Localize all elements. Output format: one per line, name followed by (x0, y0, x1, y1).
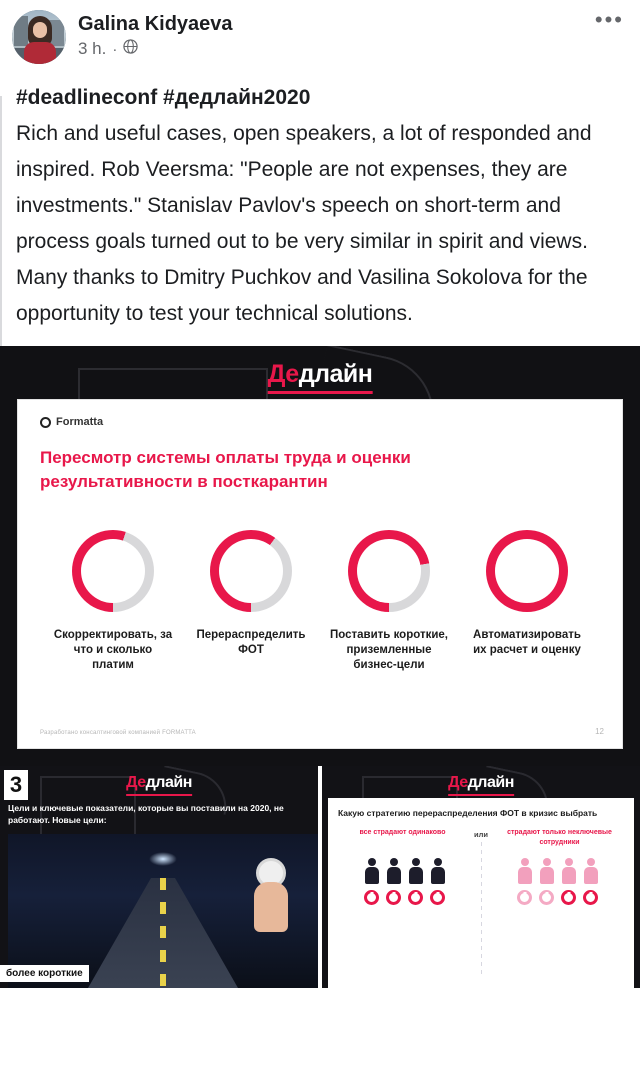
coin-group-right (481, 890, 634, 905)
logo-text-red: Де (448, 774, 468, 791)
logo-text-white: длайн (467, 774, 514, 791)
donut-chart (348, 530, 430, 612)
donut-label: Скорректировать, за что и сколько платим (53, 629, 173, 671)
slide-page-number: 12 (595, 727, 604, 736)
thumb-left-number: 3 (4, 770, 28, 800)
thumb-left-badge: более короткие (0, 965, 89, 982)
people-group-left (328, 858, 481, 884)
post-header (0, 0, 640, 68)
person-icon (517, 858, 532, 884)
deadline-logo (268, 360, 373, 394)
coin-icon (561, 890, 576, 905)
person-icon (430, 858, 445, 884)
formatta-mark-icon (40, 417, 51, 428)
post-meta (78, 39, 233, 59)
post-timestamp[interactable]: 3 h. (78, 39, 107, 58)
slide-title: Пересмотр системы оплаты труда и оценки результативности в посткарантин (40, 448, 411, 491)
donut-item (328, 530, 450, 673)
donut-chart (72, 530, 154, 612)
coin-icon (408, 890, 423, 905)
thumb-right-panel (328, 798, 634, 988)
coin-icon (539, 890, 554, 905)
person-icon (583, 858, 598, 884)
donut-item (52, 530, 174, 673)
donut-item (466, 530, 588, 673)
person-icon (364, 858, 379, 884)
logo-underline (268, 391, 373, 394)
slide-thumbnail-row (0, 766, 640, 988)
coin-group-left (328, 890, 481, 905)
vertical-divider (481, 842, 482, 978)
donut-label: Автоматизировать их расчет и оценку (473, 629, 581, 656)
coin-icon (430, 890, 445, 905)
logo-underline (448, 794, 514, 796)
more-options-button[interactable]: ••• (594, 7, 624, 32)
thumb-right-column-right (495, 828, 624, 848)
donut-chart (486, 530, 568, 612)
author-name[interactable]: Galina Kidyaeva (78, 13, 233, 35)
post-header-text (78, 10, 233, 59)
post-paragraph: Rich and useful cases, open speakers, a lot of responded and inspired. Rob Veersma: "People are not expenses, they are investments." Stanislav Pavlov's speech on short-term and process goals turned out to be very similar in spirit and views. Many thanks to Dmitry Puchkov and Vasilina Sokolova for the opportunity to test your technical solutions. (16, 122, 592, 325)
column-heading-left: все страдают одинаково (359, 829, 446, 836)
coin-icon (517, 890, 532, 905)
post-text (0, 68, 640, 346)
donut-label: Перераспределить ФОТ (196, 629, 306, 656)
people-group-right (481, 858, 634, 884)
column-heading-right: страдают только неключевые сотрудники (507, 829, 612, 846)
logo-text-white: длайн (298, 360, 373, 388)
donut-label: Поставить короткие, приземленные бизнес-цели (329, 629, 449, 671)
logo-underline (126, 794, 192, 796)
coin-icon (583, 890, 598, 905)
hand-watch-icon (246, 858, 312, 932)
deadline-logo (126, 774, 192, 796)
formatta-logo (40, 416, 622, 428)
person-icon (408, 858, 423, 884)
person-icon (561, 858, 576, 884)
column-divider-label: или (474, 830, 488, 839)
slide-image-left[interactable] (0, 766, 318, 988)
coin-icon (364, 890, 379, 905)
globe-icon[interactable] (123, 39, 138, 59)
logo-text-white: длайн (145, 774, 192, 791)
avatar[interactable] (12, 10, 66, 64)
slide-image-right[interactable] (322, 766, 640, 988)
slide-image-main[interactable] (0, 346, 640, 766)
coin-icon (386, 890, 401, 905)
donut-chart-group (52, 530, 588, 673)
post-hashtags[interactable]: #deadlineconf #дедлайн2020 (16, 86, 311, 109)
logo-text-red: Де (267, 360, 299, 388)
person-icon (539, 858, 554, 884)
person-icon (386, 858, 401, 884)
slide-content-card (18, 400, 622, 748)
thumb-right-title: Какую стратегию перераспределения ФОТ в кризис выбрать (338, 808, 598, 818)
thumb-right-column-left (338, 828, 467, 838)
deadline-logo (448, 774, 514, 796)
meta-separator: · (112, 40, 118, 58)
slide-footnote: Разработано консалтинговой компанией FORMATTA (40, 730, 196, 736)
logo-text-red: Де (126, 774, 146, 791)
donut-chart (210, 530, 292, 612)
thumb-left-caption: Цели и ключевые показатели, которые вы поставили на 2020, не работают. Новые цели: (8, 803, 284, 825)
donut-item (190, 530, 312, 673)
formatta-label: Formatta (56, 416, 104, 428)
